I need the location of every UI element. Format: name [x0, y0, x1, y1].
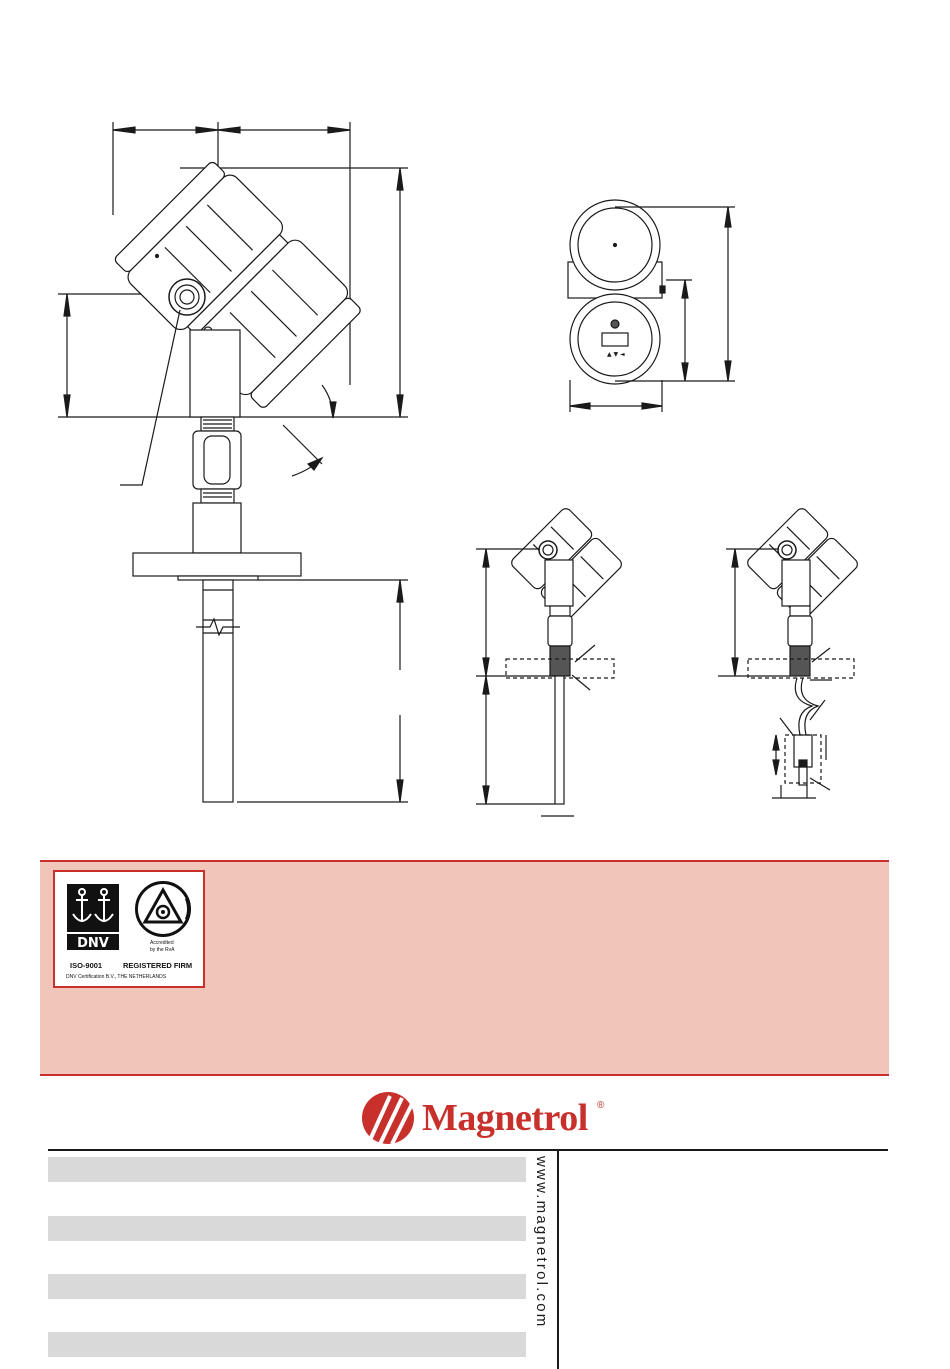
brand-name: Magnetrol — [422, 1097, 588, 1139]
rva-accreditation-logo — [131, 880, 195, 938]
small-view-cable — [718, 506, 860, 798]
main-transmitter-view — [58, 122, 408, 802]
magnetrol-logo — [360, 1088, 620, 1148]
iso-certification-badge — [53, 870, 205, 988]
accredited-line-1: Accredited — [150, 940, 174, 946]
footer-stripe-4 — [48, 1332, 526, 1357]
footer-stripe-1 — [48, 1157, 526, 1182]
iso-label: ISO-9001 — [70, 961, 103, 970]
small-view-rod — [476, 506, 624, 816]
dnv-anchor-logo — [67, 884, 119, 950]
website-url-vertical — [528, 1156, 556, 1361]
footer-stripe-2 — [48, 1216, 526, 1241]
footer-divider — [48, 1149, 888, 1151]
notice-panel — [40, 860, 889, 1076]
footer-stripe-3 — [48, 1274, 526, 1299]
footer-column-divider — [557, 1151, 559, 1369]
registered-firm-label: REGISTERED FIRM — [123, 961, 193, 970]
svg-text:DNV: DNV — [77, 936, 109, 950]
website-url[interactable]: www.magnetrol.com — [533, 1156, 550, 1329]
registered-mark: ® — [597, 1100, 605, 1111]
magnetrol-emblem-icon — [360, 1088, 416, 1148]
certification-body: DNV Certification B.V., THE NETHERLANDS — [66, 974, 167, 980]
svg-text:▲ ▼ ◄: ▲ ▼ ◄ — [607, 351, 625, 358]
top-view — [568, 200, 735, 412]
accredited-line-2: by the RvA — [150, 947, 175, 953]
